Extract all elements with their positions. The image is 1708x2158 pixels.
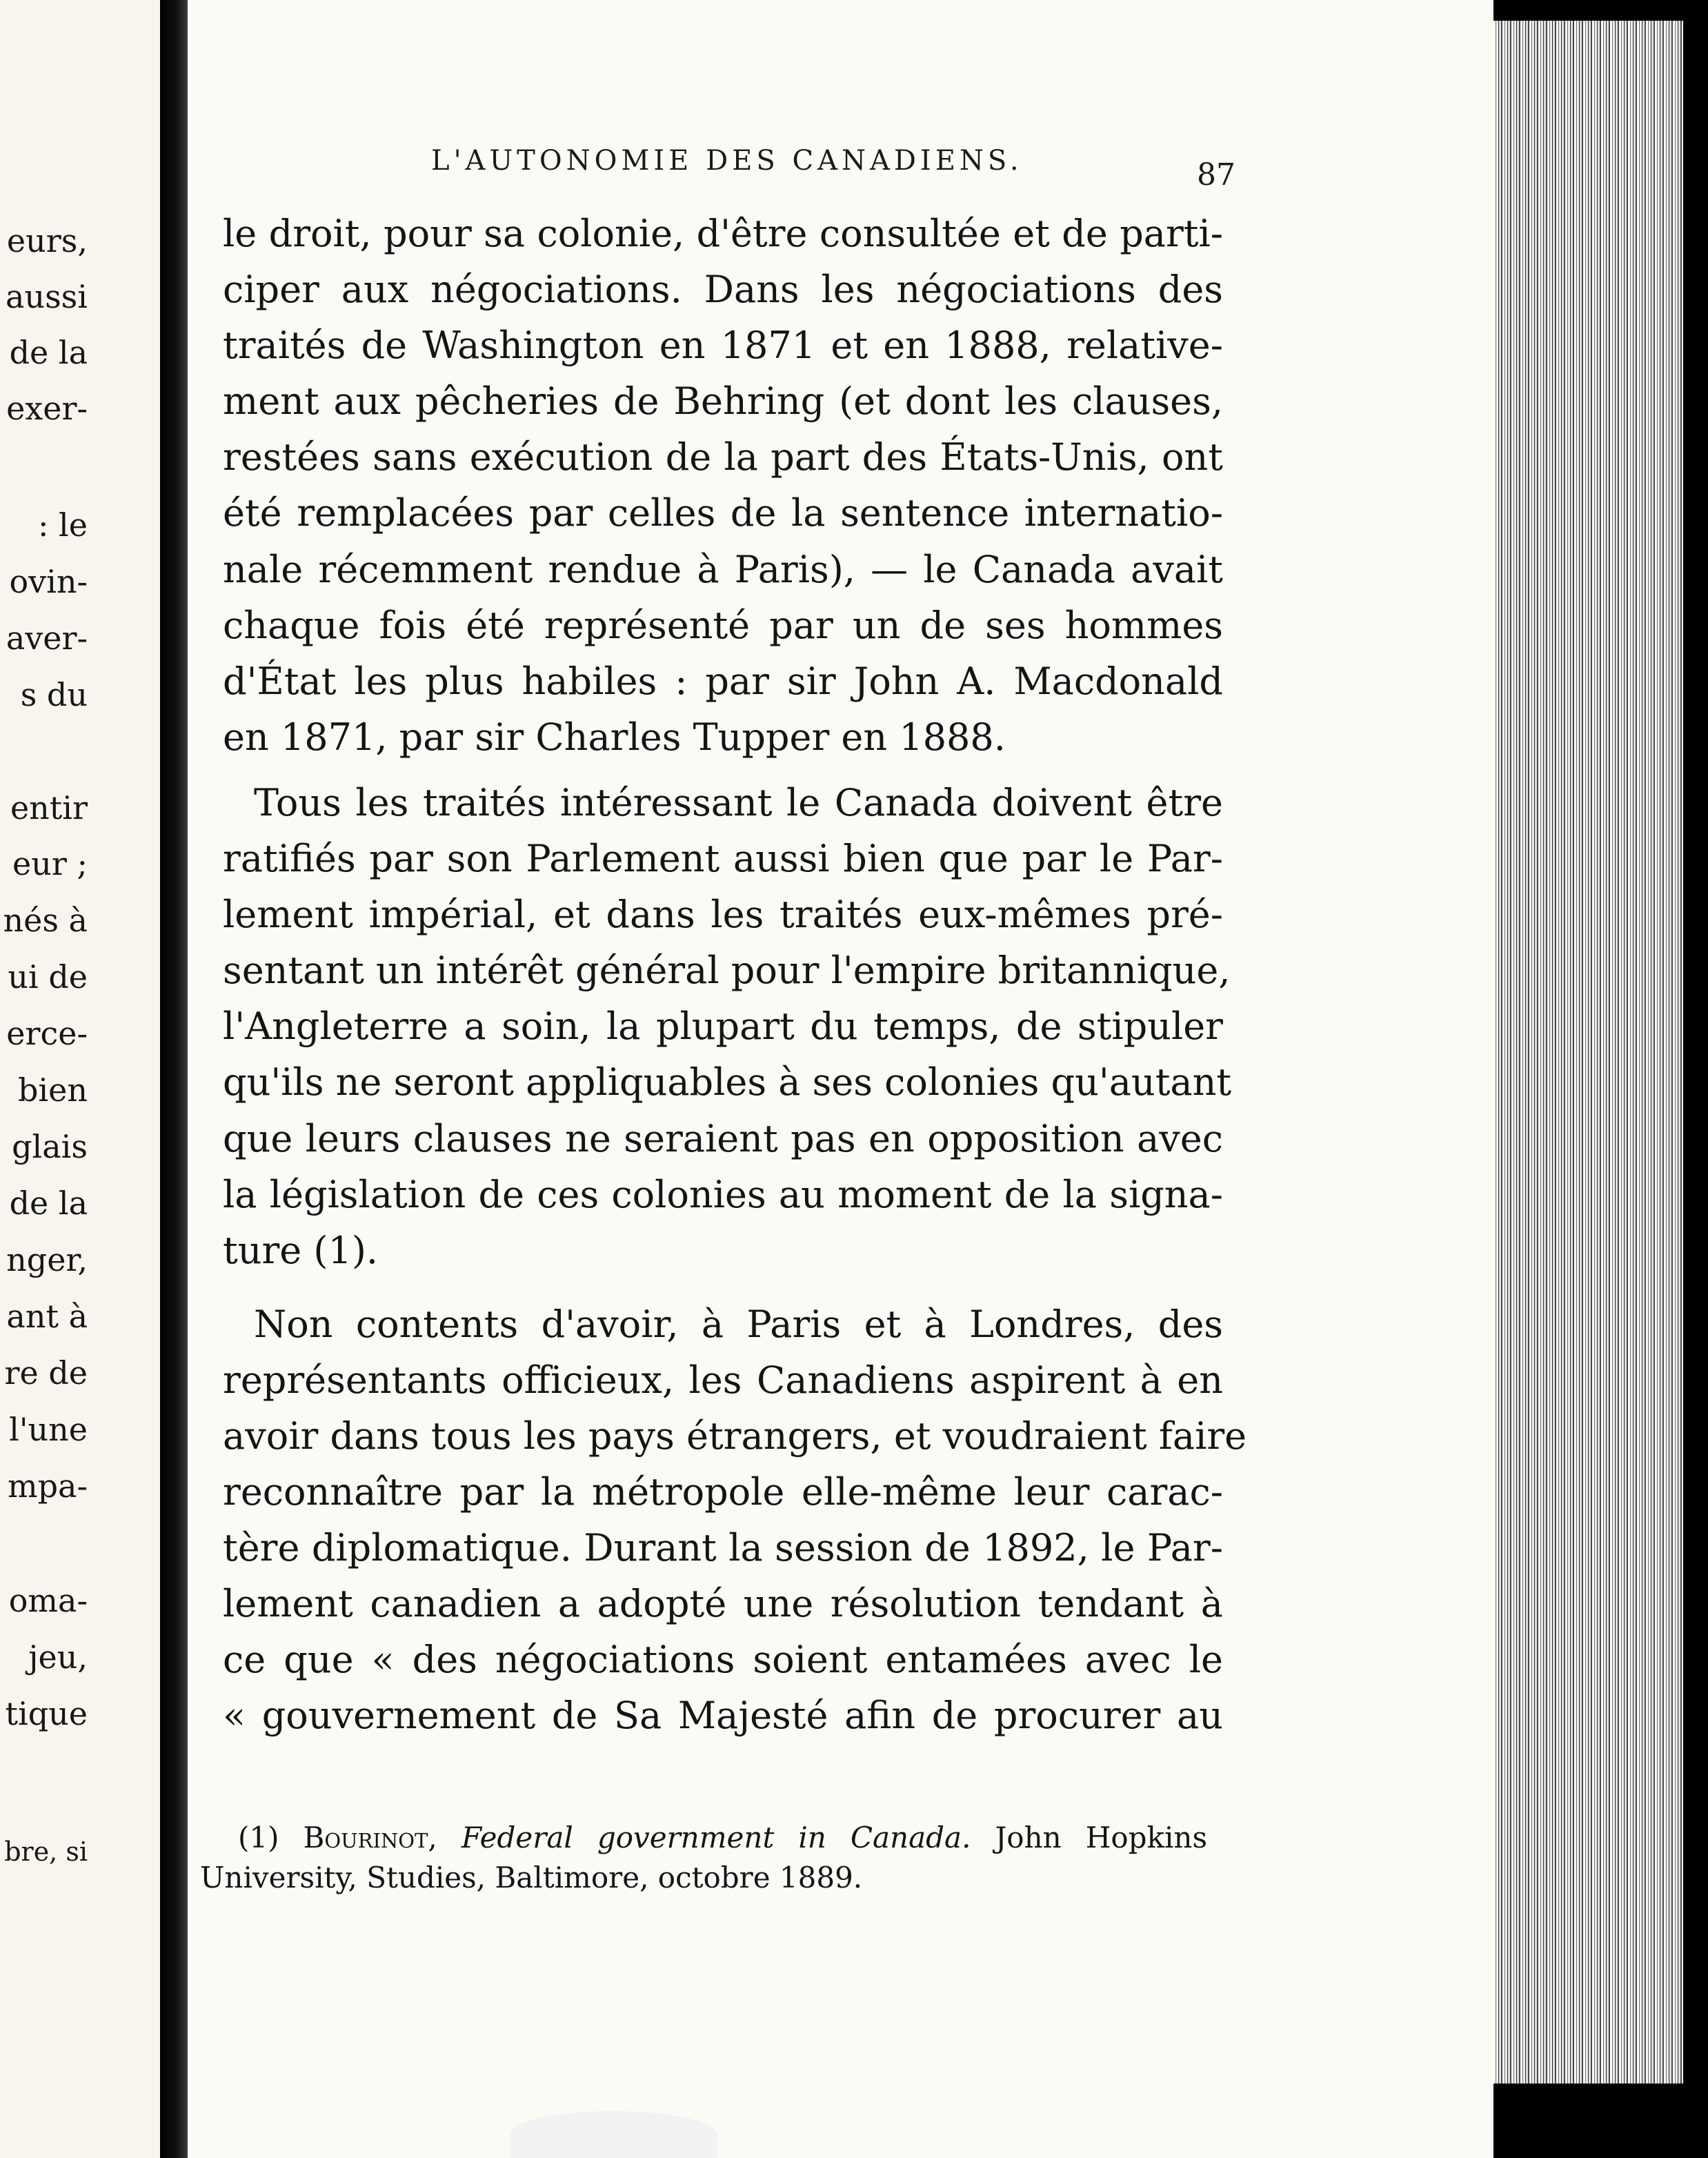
left-line: bien <box>17 1071 88 1109</box>
text-line: en 1871, par sir Charles Tupper en 1888. <box>223 715 1006 759</box>
text-line: la législation de ces colonies au moment de la signa- <box>223 1172 1223 1216</box>
text-line: ture (1). <box>223 1228 379 1272</box>
left-line: de la <box>9 334 88 371</box>
footnote-publisher: John Hopkins <box>995 1821 1208 1854</box>
text-line: tère diplomatique. Durant la session de 1892, le Par- <box>223 1526 1223 1570</box>
page-block-edges <box>1493 21 1683 2083</box>
text-line: lement impérial, et dans les traités eux-mêmes pré- <box>223 893 1223 937</box>
text-line: restées sans exécution de la part des États-Unis, ont <box>223 435 1223 479</box>
text-line: « gouvernement de Sa Majesté afin de procurer au <box>223 1694 1223 1738</box>
running-head: L'AUTONOMIE DES CANADIENS. <box>431 145 1023 177</box>
text-line: ment aux pêcheries de Behring (et dont les clauses, <box>223 379 1223 424</box>
left-line: ant à <box>6 1298 88 1335</box>
left-line: glais <box>12 1128 88 1165</box>
left-line: exer- <box>6 390 88 427</box>
left-line: eur ; <box>12 845 88 882</box>
text-line: chaque fois été représenté par un de ses hommes <box>223 603 1223 647</box>
left-page-edge <box>0 0 160 2158</box>
footnote-line <box>200 1818 1207 1858</box>
footnote-author: Bourinot, <box>303 1821 437 1854</box>
text-line: ciper aux négociations. Dans les négociations des <box>223 268 1223 312</box>
text-line: lement canadien a adopté une résolution tendant à <box>223 1582 1223 1626</box>
left-line: entir <box>10 789 88 826</box>
footnote <box>200 1818 1207 1898</box>
text-line: représentants officieux, les Canadiens aspirent à en <box>223 1358 1223 1402</box>
left-line: jeu, <box>28 1639 88 1676</box>
left-line: oma- <box>8 1582 88 1619</box>
text-line: Non contents d'avoir, à Paris et à Londres, des <box>254 1302 1223 1346</box>
left-line: aussi <box>6 278 88 315</box>
left-line: : le <box>37 506 88 544</box>
left-line: eurs, <box>6 222 88 259</box>
left-line: nés à <box>3 902 88 939</box>
left-line: ovin- <box>9 563 88 600</box>
text-line: Tous les traités intéressant le Canada doivent être <box>254 780 1223 824</box>
text-line: sentant un intérêt général pour l'empire britannique, <box>223 949 1231 993</box>
page-number: 87 <box>1197 157 1235 192</box>
footnote-title: Federal government in Canada. <box>461 1821 971 1854</box>
text-line: avoir dans tous les pays étrangers, et voudraient faire <box>223 1414 1247 1458</box>
text-line: qu'ils ne seront appliquables à ses colonies qu'autant <box>223 1060 1232 1105</box>
paragraph-3 <box>223 1296 1247 1744</box>
left-line: tique <box>5 1695 88 1732</box>
left-line: mpa- <box>7 1467 88 1505</box>
body-text <box>223 206 1247 1744</box>
left-footnote-fragment: bre, si <box>4 1837 88 1867</box>
left-line: re de <box>4 1354 88 1392</box>
scan-artifact <box>510 2111 717 2158</box>
text-line: le droit, pour sa colonie, d'être consultée et de parti- <box>223 212 1223 255</box>
left-line: l'une <box>9 1411 88 1448</box>
text-line: l'Angleterre a soin, la plupart du temps, de stipuler <box>223 1004 1223 1049</box>
footnote-line: University, Studies, Baltimore, octobre 1889. <box>200 1861 863 1894</box>
paragraph-2 <box>223 775 1232 1278</box>
text-line: que leurs clauses ne seraient pas en opposition avec <box>223 1116 1223 1160</box>
left-line: erce- <box>6 1015 88 1052</box>
left-line: s du <box>20 676 88 713</box>
text-line: reconnaître par la métropole elle-même leur carac- <box>223 1470 1223 1514</box>
left-line: nger, <box>6 1241 88 1278</box>
text-line: été remplacées par celles de la sentence internatio- <box>223 491 1223 535</box>
text-line: d'État les plus habiles : par sir John A. Macdonald <box>223 659 1223 703</box>
left-line: aver- <box>6 620 88 657</box>
text-line: ce que « des négociations soient entamées avec le <box>223 1638 1223 1682</box>
paragraph-1 <box>223 206 1223 765</box>
text-line: nale récemment rendue à Paris), — le Canada avait <box>223 547 1223 591</box>
footnote-marker: (1) <box>238 1821 279 1854</box>
left-line: ui de <box>8 958 88 996</box>
book-gutter <box>160 0 188 2158</box>
text-line: traités de Washington en 1871 et en 1888, relative- <box>223 324 1223 368</box>
left-line: de la <box>9 1185 88 1222</box>
scan-border <box>1683 0 1708 2158</box>
text-line: ratifiés par son Parlement aussi bien que par le Par- <box>223 837 1223 881</box>
